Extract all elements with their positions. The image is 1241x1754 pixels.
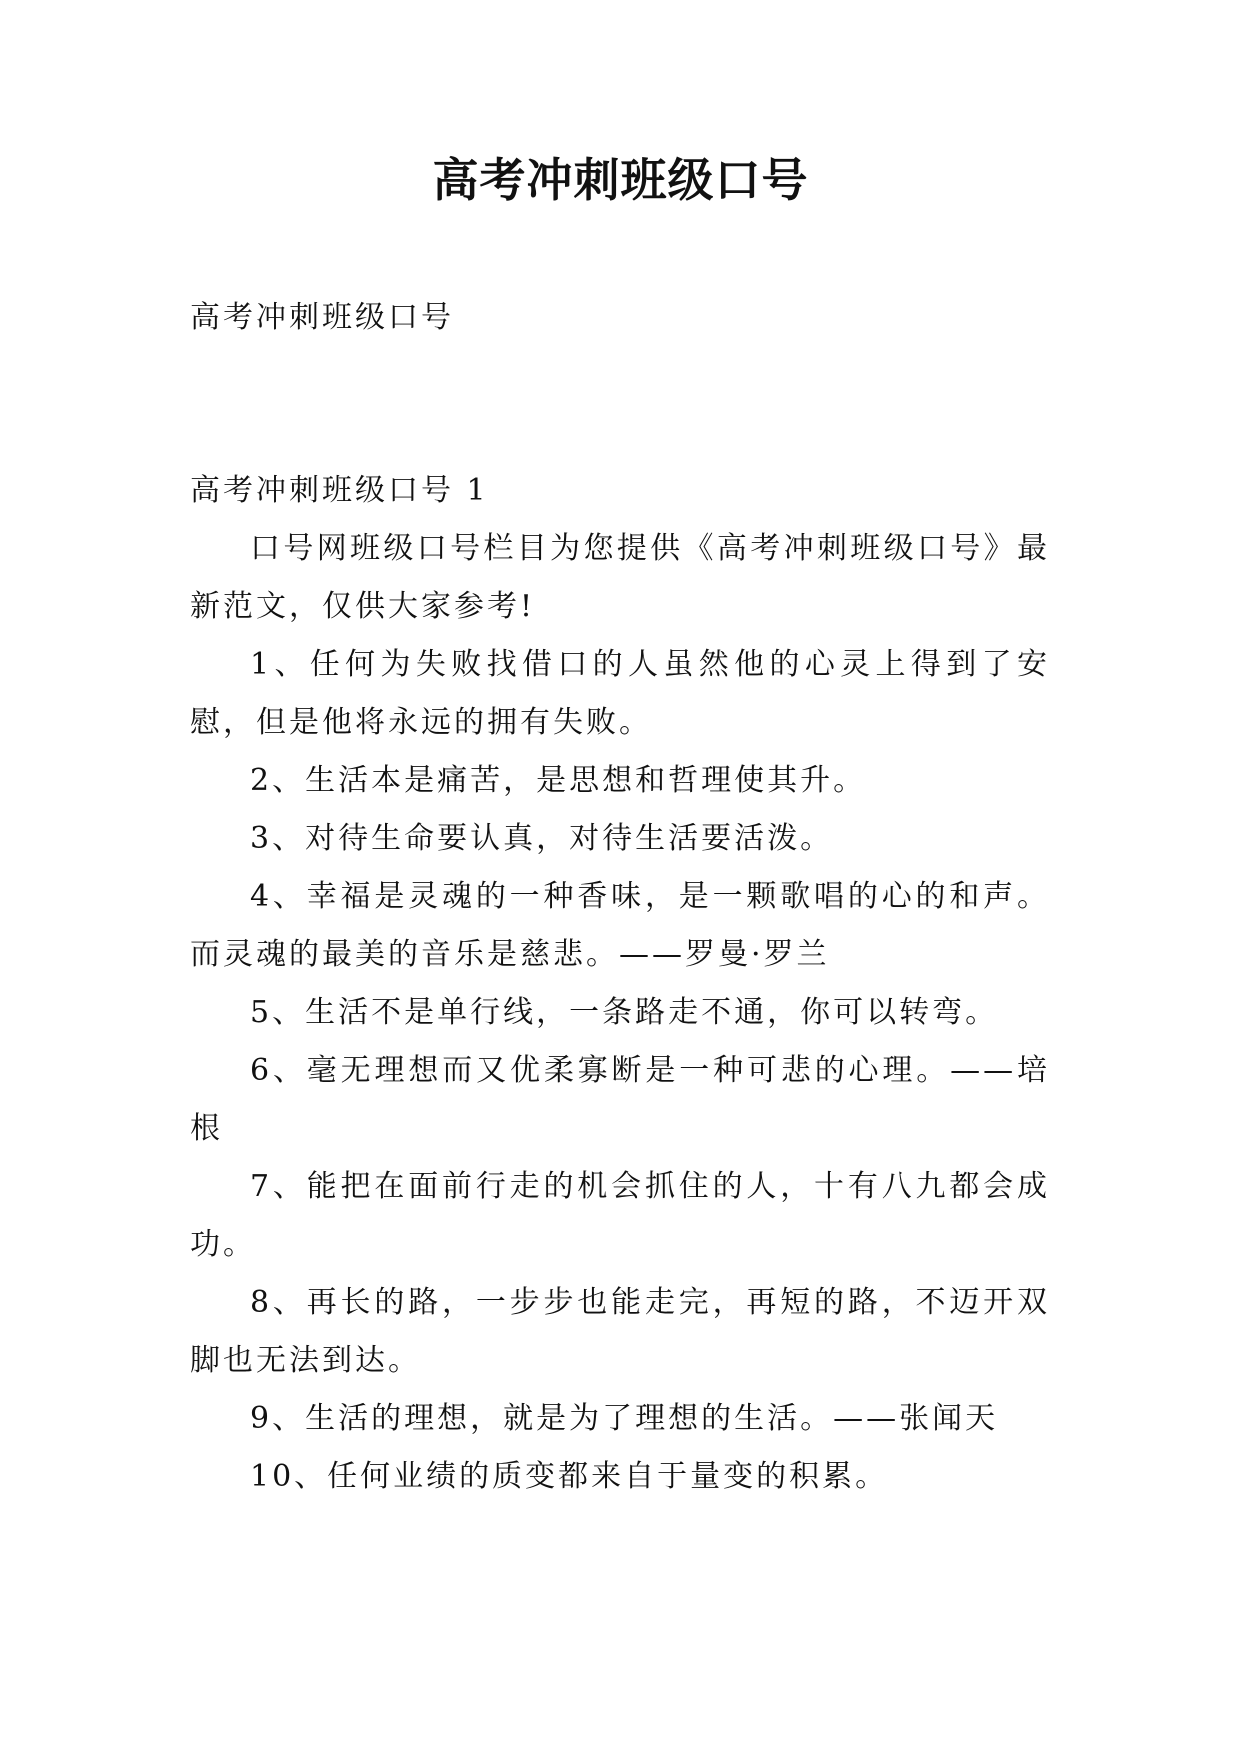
document-title: 高考冲刺班级口号 — [432, 153, 809, 207]
slogan-paragraph: 2、生活本是痛苦，是思想和哲理使其升。 — [250, 763, 867, 798]
slogan-paragraph: 5、生活不是单行线，一条路走不通，你可以转弯。 — [250, 995, 999, 1030]
slogan-paragraph: 3、对待生命要认真，对待生活要活泼。 — [250, 821, 834, 856]
slogan-paragraph: 4、幸福是灵魂的一种香味，是一颗歌唱的心的和声。而灵魂的最美的音乐是慈悲。——罗曼·罗兰 — [190, 879, 1050, 972]
slogan-paragraph: 9、生活的理想，就是为了理想的生活。——张闻天 — [250, 1401, 999, 1436]
intro-paragraph: 口号网班级口号栏目为您提供《高考冲刺班级口号》最新范文，仅供大家参考! — [190, 531, 1050, 624]
section-heading: 高考冲刺班级口号 1 — [190, 473, 489, 508]
slogan-paragraph: 8、再长的路，一步步也能走完，再短的路，不迈开双脚也无法到达。 — [190, 1285, 1050, 1378]
document-subtitle: 高考冲刺班级口号 — [190, 300, 454, 335]
slogan-paragraph: 10、任何业绩的质变都来自于量变的积累。 — [250, 1459, 889, 1494]
slogan-paragraph: 6、毫无理想而又优柔寡断是一种可悲的心理。——培根 — [190, 1053, 1050, 1146]
slogan-paragraph: 7、能把在面前行走的机会抓住的人，十有八九都会成功。 — [190, 1169, 1050, 1262]
paragraph-list — [190, 520, 1050, 1506]
slogan-paragraph: 1、任何为失败找借口的人虽然他的心灵上得到了安慰，但是他将永远的拥有失败。 — [190, 647, 1050, 740]
